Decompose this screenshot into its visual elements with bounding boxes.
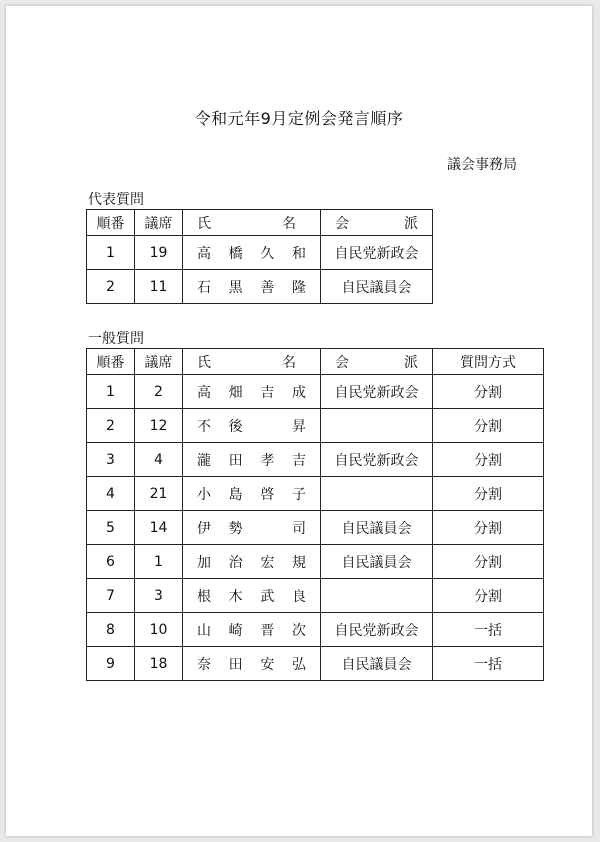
name-character: 不 xyxy=(197,418,211,435)
question-method: 分割 xyxy=(433,579,544,613)
name-character: 瀧 xyxy=(197,452,211,469)
faction: 自民党新政会 xyxy=(321,236,433,270)
order-number: 9 xyxy=(87,647,135,681)
faction xyxy=(321,579,433,613)
name-character: 久 xyxy=(260,245,275,262)
table-header-row xyxy=(87,210,433,236)
name-character: 木 xyxy=(228,588,243,605)
seat-number: 14 xyxy=(135,511,183,545)
order-number: 5 xyxy=(87,511,135,545)
member-name xyxy=(183,579,321,613)
name-character: 畑 xyxy=(228,384,243,401)
order-number: 3 xyxy=(87,443,135,477)
name-character: 司 xyxy=(291,520,306,537)
table-row xyxy=(87,443,544,477)
header-no: 順番 xyxy=(87,210,135,236)
representative-table xyxy=(86,209,433,304)
table-row xyxy=(87,579,544,613)
name-character: 小 xyxy=(197,486,211,503)
page-title: 令和元年9月定例会発言順序 xyxy=(194,109,404,128)
name-character: 吉 xyxy=(291,452,306,469)
table-row xyxy=(87,511,544,545)
header-method: 質問方式 xyxy=(433,349,544,375)
name-character: 黒 xyxy=(228,279,243,296)
member-name xyxy=(183,270,321,304)
table-header-row xyxy=(87,349,544,375)
name-character: 隆 xyxy=(291,279,306,296)
question-method: 分割 xyxy=(433,375,544,409)
name-character: 和 xyxy=(291,245,306,262)
name-character: 啓 xyxy=(260,486,275,503)
faction: 自民党新政会 xyxy=(321,613,433,647)
question-method: 一括 xyxy=(433,647,544,681)
name-character xyxy=(260,416,274,436)
faction xyxy=(321,409,433,443)
name-character: 治 xyxy=(228,554,243,571)
general-table xyxy=(86,348,544,681)
seat-number: 10 xyxy=(135,613,183,647)
seat-number: 12 xyxy=(135,409,183,443)
name-character: 奈 xyxy=(197,656,211,673)
order-number: 1 xyxy=(87,236,135,270)
seat-number: 11 xyxy=(135,270,183,304)
name-character: 武 xyxy=(260,588,275,605)
member-name xyxy=(183,613,321,647)
order-number: 2 xyxy=(87,409,135,443)
name-character: 高 xyxy=(197,245,211,262)
member-name xyxy=(183,647,321,681)
question-method: 分割 xyxy=(433,409,544,443)
member-name xyxy=(183,375,321,409)
order-number: 2 xyxy=(87,270,135,304)
order-number: 6 xyxy=(87,545,135,579)
name-character: 子 xyxy=(291,486,306,503)
name-character: 宏 xyxy=(260,554,275,571)
name-character: 高 xyxy=(197,384,211,401)
name-character: 田 xyxy=(228,452,243,469)
question-method: 分割 xyxy=(433,511,544,545)
question-method: 分割 xyxy=(433,443,544,477)
member-name xyxy=(183,545,321,579)
question-method: 分割 xyxy=(433,545,544,579)
table-row xyxy=(87,647,544,681)
faction: 自民議員会 xyxy=(321,647,433,681)
question-method: 分割 xyxy=(433,477,544,511)
seat-number: 19 xyxy=(135,236,183,270)
name-character: 橋 xyxy=(228,245,243,262)
seat-number: 21 xyxy=(135,477,183,511)
faction: 自民議員会 xyxy=(321,545,433,579)
table-row xyxy=(87,613,544,647)
faction: 自民党新政会 xyxy=(321,375,433,409)
table-row xyxy=(87,270,433,304)
issuer-label: 議会事務局 xyxy=(447,157,517,173)
document-page xyxy=(6,6,592,836)
faction: 自民議員会 xyxy=(321,511,433,545)
seat-number: 3 xyxy=(135,579,183,613)
table-row xyxy=(87,477,544,511)
header-faction: 会 派 xyxy=(321,349,433,375)
member-name xyxy=(183,236,321,270)
member-name xyxy=(183,443,321,477)
name-character: 石 xyxy=(197,279,211,296)
name-character: 孝 xyxy=(260,452,275,469)
name-character: 根 xyxy=(197,588,211,605)
name-character: 後 xyxy=(228,418,243,435)
table-row xyxy=(87,545,544,579)
name-character: 次 xyxy=(291,622,306,639)
name-character: 勢 xyxy=(228,520,243,537)
order-number: 8 xyxy=(87,613,135,647)
header-name: 氏 名 xyxy=(183,349,321,375)
representative-section-label: 代表質問 xyxy=(88,192,144,208)
name-character: 吉 xyxy=(260,384,275,401)
header-name: 氏 名 xyxy=(183,210,321,236)
seat-number: 2 xyxy=(135,375,183,409)
header-seat: 議席 xyxy=(135,210,183,236)
order-number: 7 xyxy=(87,579,135,613)
member-name xyxy=(183,477,321,511)
member-name xyxy=(183,409,321,443)
name-character xyxy=(260,518,274,538)
faction: 自民党新政会 xyxy=(321,443,433,477)
member-name xyxy=(183,511,321,545)
name-character: 弘 xyxy=(291,656,306,673)
table-row xyxy=(87,409,544,443)
table-row xyxy=(87,375,544,409)
name-character: 成 xyxy=(291,384,306,401)
faction xyxy=(321,477,433,511)
order-number: 4 xyxy=(87,477,135,511)
header-no: 順番 xyxy=(87,349,135,375)
general-section-label: 一般質問 xyxy=(88,331,144,347)
name-character: 昇 xyxy=(291,418,306,435)
header-faction: 会 派 xyxy=(321,210,433,236)
question-method: 一括 xyxy=(433,613,544,647)
seat-number: 1 xyxy=(135,545,183,579)
name-character: 山 xyxy=(197,622,211,639)
name-character: 良 xyxy=(291,588,306,605)
seat-number: 18 xyxy=(135,647,183,681)
table-row xyxy=(87,236,433,270)
name-character: 島 xyxy=(228,486,243,503)
order-number: 1 xyxy=(87,375,135,409)
header-seat: 議席 xyxy=(135,349,183,375)
name-character: 加 xyxy=(197,554,211,571)
name-character: 崎 xyxy=(228,622,243,639)
name-character: 晋 xyxy=(260,622,275,639)
seat-number: 4 xyxy=(135,443,183,477)
faction: 自民議員会 xyxy=(321,270,433,304)
name-character: 伊 xyxy=(197,520,211,537)
name-character: 安 xyxy=(260,656,275,673)
name-character: 規 xyxy=(291,554,306,571)
name-character: 田 xyxy=(228,656,243,673)
name-character: 善 xyxy=(260,279,275,296)
